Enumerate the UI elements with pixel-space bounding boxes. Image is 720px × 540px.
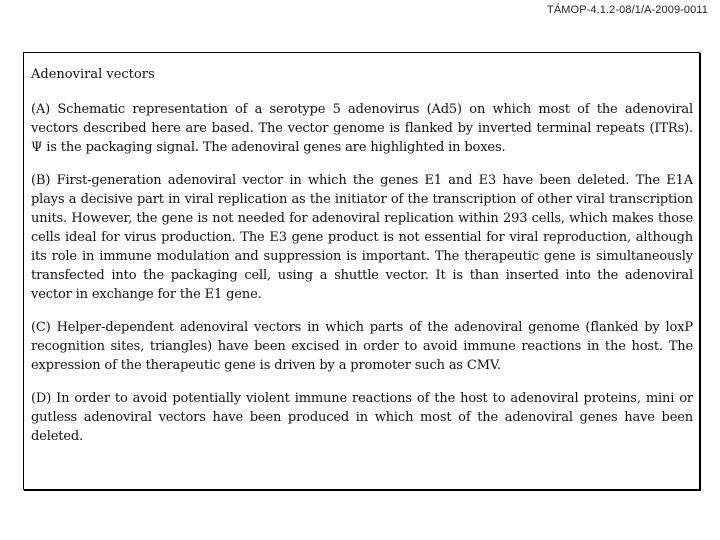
project-code: TÁMOP-4.1.2-08/1/A-2009-0011: [547, 4, 708, 16]
paragraph-d: (D) In order to avoid potentially violent immune reactions of the host to adenoviral proteins, mini or gutless adenoviral vectors have been produced in which most of the adenoviral genes have been deleted.: [31, 391, 693, 444]
paragraph-a: (A) Schematic representation of a serotype 5 adenovirus (Ad5) on which most of the adenoviral vectors described here are based. The vector genome is flanked by inverted terminal repeats (ITRs). Ψ is the packaging signal. The adenoviral genes are highlighted in boxes.: [31, 102, 693, 155]
paragraph-c: (C) Helper-dependent adenoviral vectors in which parts of the adenoviral genome (flanked by loxP recognition sites, triangles) have been excised in order to avoid immune reactions in the host. The expression of the therapeutic gene is driven by a promoter such as CMV.: [31, 320, 693, 373]
text-box: [23, 52, 700, 490]
paragraph-b: (B) First-generation adenoviral vector in which the genes E1 and E3 have been deleted. The E1A plays a decisive part in viral replication as the initiator of the transcription of other viral transcription units. However, the gene is not needed for adenoviral replication within 293 cells, which makes those cells ideal for virus production. The E3 gene product is not essential for viral reproduction, although its role in immune modulation and suppression is important. The therapeutic gene is simultaneously transfected into the packaging cell, using a shuttle vector. It is than inserted into the adenoviral vector in exchange for the E1 gene.: [31, 173, 693, 302]
section-title: Adenoviral vectors: [31, 67, 155, 82]
